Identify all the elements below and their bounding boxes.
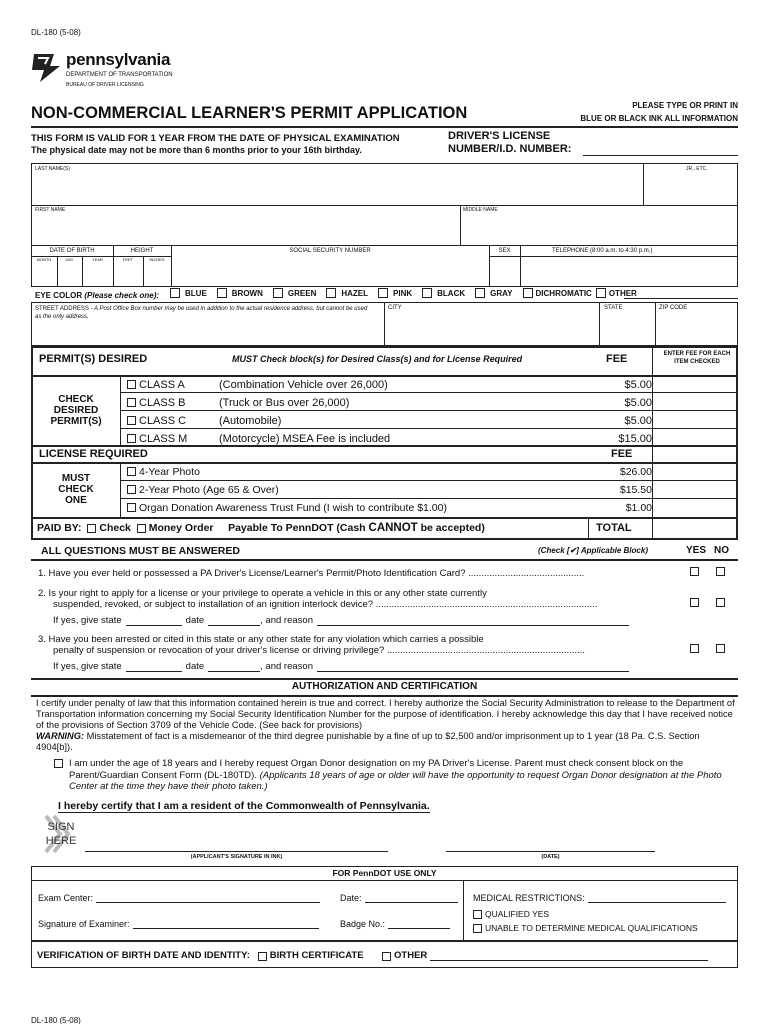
class-b-row: CLASS B (Truck or Bus over 26,000) $5.00 [121, 395, 652, 410]
total-input[interactable] [653, 518, 737, 539]
city-label: CITY [388, 305, 402, 311]
medical-row: MEDICAL RESTRICTIONS: [473, 893, 726, 903]
badge-row: Badge No.: [340, 919, 450, 929]
class-a-checkbox[interactable] [127, 380, 136, 389]
license-4yr-row: 4-Year Photo $26.00 [121, 464, 652, 479]
eye-hazel-checkbox[interactable] [326, 288, 336, 298]
check-permits-label: CHECK DESIRED PERMIT(S) [50, 394, 102, 427]
feet-label: FEET [122, 257, 134, 262]
q1-yes-checkbox[interactable] [690, 567, 699, 576]
q3-details: If yes, give state date , and reason [53, 661, 629, 672]
valid-line2: The physical date may not be more than 6 months prior to your 16th birthday. [31, 145, 362, 155]
question-1: 1. Have you ever held or possessed a PA Driver's License/Learner's Permit/Photo Identification Card? ............................................ [38, 568, 585, 579]
q2-yes-checkbox[interactable] [690, 598, 699, 607]
middle-name-input[interactable] [461, 216, 737, 244]
money-order-checkbox[interactable] [137, 524, 146, 533]
signature-date-field[interactable] [446, 851, 655, 852]
license-2yr-checkbox[interactable] [127, 485, 136, 494]
license-4yr-checkbox[interactable] [127, 467, 136, 476]
eye-other-checkbox[interactable] [596, 288, 606, 298]
logo-bureau: BUREAU OF DRIVER LICENSING [66, 82, 144, 88]
must-check-label: MUST CHECK ONE [58, 473, 94, 506]
class-c-checkbox[interactable] [127, 416, 136, 425]
exam-center-row: Exam Center: [38, 893, 320, 903]
logo-name: pennsylvania [66, 50, 171, 69]
form-code: DL-180 (5-08) [31, 28, 81, 37]
sex-label: SEX [498, 248, 511, 254]
exam-center-field[interactable] [96, 902, 320, 903]
last-name-input[interactable] [32, 176, 642, 204]
height-label: HEIGHT [130, 248, 154, 254]
q2-no-checkbox[interactable] [716, 598, 725, 607]
exam-date-field[interactable] [365, 902, 458, 903]
permit-instruction: MUST Check block(s) for Desired Class(s) and for License Required [232, 354, 523, 364]
q3-date-field[interactable] [208, 671, 260, 672]
signature-label: (APPLICANT'S SIGNATURE IN INK) [190, 854, 283, 860]
ssn-input[interactable] [172, 258, 488, 286]
question-3: 3. Have you been arrested or cited in this state or any other state for any violation which carries a possible [38, 634, 484, 645]
paid-by-row: PAID BY: Check Money Order Payable To PennDOT (Cash CANNOT be accepted) [37, 522, 485, 534]
eye-other-field[interactable] [624, 298, 738, 299]
yes-header: YES [686, 545, 707, 556]
q2-date-field[interactable] [208, 625, 260, 626]
unable-checkbox[interactable] [473, 924, 482, 933]
date-label: (DATE) [541, 854, 560, 860]
class-m-row: CLASS M (Motorcycle) MSEA Fee is included $15.00 [121, 431, 652, 446]
organ-donation-checkbox[interactable] [127, 503, 136, 512]
organ-donor-text: I am under the age of 18 years and I hereby request Organ Donor designation on my PA Driver's License. Parent must check consent block on the Parent/Guardian Consent Form (DL-180TD). (Applicants 18 years of age or older will have the opportunity to request Organ Donor designation at the Photo Center at the time they have their photo taken.) [69, 758, 722, 792]
valid-line1: THIS FORM IS VALID FOR 1 YEAR FROM THE DATE OF PHYSICAL EXAMINATION [31, 133, 400, 144]
telephone-input[interactable] [521, 258, 737, 286]
unable-row: UNABLE TO DETERMINE MEDICAL QUALIFICATIONS [473, 923, 698, 933]
street-label: STREET ADDRESS - A Post Office Box number may be used in addition to the actual residence address, but cannot be used as the only address. [35, 306, 368, 320]
fee-header: FEE [606, 353, 628, 365]
examiner-sig-row: Signature of Examiner: [38, 919, 319, 929]
middle-name-label: MIDDLE NAME [463, 207, 498, 213]
enter-fee-label: ENTER FEE FOR EACH ITEM CHECKED [663, 351, 731, 365]
other-id-field[interactable] [430, 960, 708, 961]
q3-yes-checkbox[interactable] [690, 644, 699, 653]
eye-black-checkbox[interactable] [422, 288, 432, 298]
last-name-label: LAST NAME(S) [35, 166, 70, 172]
class-m-checkbox[interactable] [127, 434, 136, 443]
year-label: YEAR [92, 257, 103, 262]
eye-green-checkbox[interactable] [273, 288, 283, 298]
question-2: 2. Is your right to apply for a license or your privilege to operate a vehicle in this or any other state currently [38, 588, 487, 599]
q1-no-checkbox[interactable] [716, 567, 725, 576]
eye-gray-checkbox[interactable] [475, 288, 485, 298]
class-a-row: CLASS A (Combination Vehicle over 26,000) $5.00 [121, 377, 652, 392]
exam-date-row: Date: [340, 893, 458, 903]
question-2-cont: suspended, revoked, or subject to installation of an ignition interlock device? .................................................................................... [53, 599, 598, 610]
check-hint: (Check [✔] Applicable Block) [538, 546, 648, 555]
badge-field[interactable] [388, 928, 450, 929]
class-b-checkbox[interactable] [127, 398, 136, 407]
telephone-label: TELEPHONE (8:00 a.m. to 4:30 p.m.) [552, 248, 653, 254]
license-fee-header: FEE [611, 448, 633, 460]
permit-header: PERMIT(S) DESIRED [39, 353, 148, 365]
other-id-checkbox[interactable] [382, 952, 391, 961]
class-c-row: CLASS C (Automobile) $5.00 [121, 413, 652, 428]
q3-state-field[interactable] [126, 671, 182, 672]
form-code-bottom: DL-180 (5-08) [31, 1016, 81, 1024]
qualified-row: QUALIFIED YES [473, 909, 549, 919]
organ-donor-checkbox[interactable] [54, 759, 63, 768]
logo-dept: DEPARTMENT OF TRANSPORTATION [66, 72, 173, 78]
q3-reason-field[interactable] [317, 671, 629, 672]
license-required-header: LICENSE REQUIRED [39, 448, 148, 460]
instructions: PLEASE TYPE OR PRINT IN BLUE OR BLACK INK ALL INFORMATION [580, 101, 738, 123]
eye-dichromatic-checkbox[interactable] [523, 288, 533, 298]
ssn-label: SOCIAL SECURITY NUMBER [289, 248, 371, 254]
q2-details: If yes, give state date , and reason [53, 615, 629, 626]
license-2yr-row: 2-Year Photo (Age 65 & Over) $15.50 [121, 482, 652, 497]
eye-color-options: BLUE BROWN GREEN HAZEL PINK BLACK GRAY DICHROMATIC OTHER [170, 288, 639, 298]
license-number-label2: NUMBER/I.D. NUMBER: [448, 143, 572, 155]
medical-restrictions-field[interactable] [588, 902, 726, 903]
check-payment-checkbox[interactable] [87, 524, 96, 533]
month-label: MONTH [36, 257, 52, 262]
first-name-label: FIRST NAME [35, 207, 66, 213]
q2-state-field[interactable] [126, 625, 182, 626]
jr-label: JR., ETC. [686, 166, 708, 172]
day-label: DAY [65, 257, 74, 262]
sign-here-label: SIGN HERE [45, 821, 77, 847]
verification-row: VERIFICATION OF BIRTH DATE AND IDENTITY: BIRTH CERTIFICATE OTHER [37, 950, 708, 961]
eye-color-row: EYE COLOR (Please check one): [35, 290, 160, 300]
license-number-field[interactable] [583, 155, 738, 156]
eye-pink-checkbox[interactable] [378, 288, 388, 298]
dob-label: DATE OF BIRTH [49, 248, 95, 254]
eye-blue-checkbox[interactable] [170, 288, 180, 298]
qualified-checkbox[interactable] [473, 910, 482, 919]
auth-header: AUTHORIZATION AND CERTIFICATION [291, 681, 478, 692]
birth-certificate-checkbox[interactable] [258, 952, 267, 961]
penndot-header: FOR PennDOT USE ONLY [332, 868, 437, 878]
auth-paragraph: I certify under penalty of law that this information contained herein is true and correct. I hereby authorize the Social Security Administration to release to the Department of Transportation information concerning my Social Security Identification Number for the purpose of identification. I hereby acknowledge this day that I have received notice of the provisions of Section 3709 of the Vehicle Code. (See back for provisions) WARNING: Misstatement of fact is a misdemeanor of the third degree punishable by a fine of up to $2,500 and/or imprisonment up to 1 year (18 Pa. C.S. Section 4904[b]). [36, 698, 735, 752]
license-number-label: DRIVER'S LICENSE [448, 130, 551, 142]
q2-reason-field[interactable] [317, 625, 629, 626]
examiner-signature-field[interactable] [133, 928, 319, 929]
resident-statement: I hereby certify that I am a resident of the Commonwealth of Pennsylvania. [58, 800, 430, 812]
eye-brown-checkbox[interactable] [217, 288, 227, 298]
penndot-logo-icon [30, 52, 64, 82]
signature-field[interactable] [85, 851, 388, 852]
q3-no-checkbox[interactable] [716, 644, 725, 653]
zip-label: ZIP CODE [659, 305, 688, 311]
total-label: TOTAL [596, 522, 632, 534]
state-label: STATE [604, 305, 623, 311]
questions-header: ALL QUESTIONS MUST BE ANSWERED [41, 545, 240, 557]
no-header: NO [714, 545, 729, 556]
question-3-cont: penalty of suspension or revocation of your driver's license or driving privilege? ........................................................................... [53, 645, 585, 656]
inches-label: INCHES [149, 257, 165, 262]
organ-donation-row: Organ Donation Awareness Trust Fund (I wish to contribute $1.00) $1.00 [121, 500, 652, 515]
page-title: NON-COMMERCIAL LEARNER'S PERMIT APPLICATION [31, 104, 468, 122]
first-name-input[interactable] [32, 216, 459, 244]
